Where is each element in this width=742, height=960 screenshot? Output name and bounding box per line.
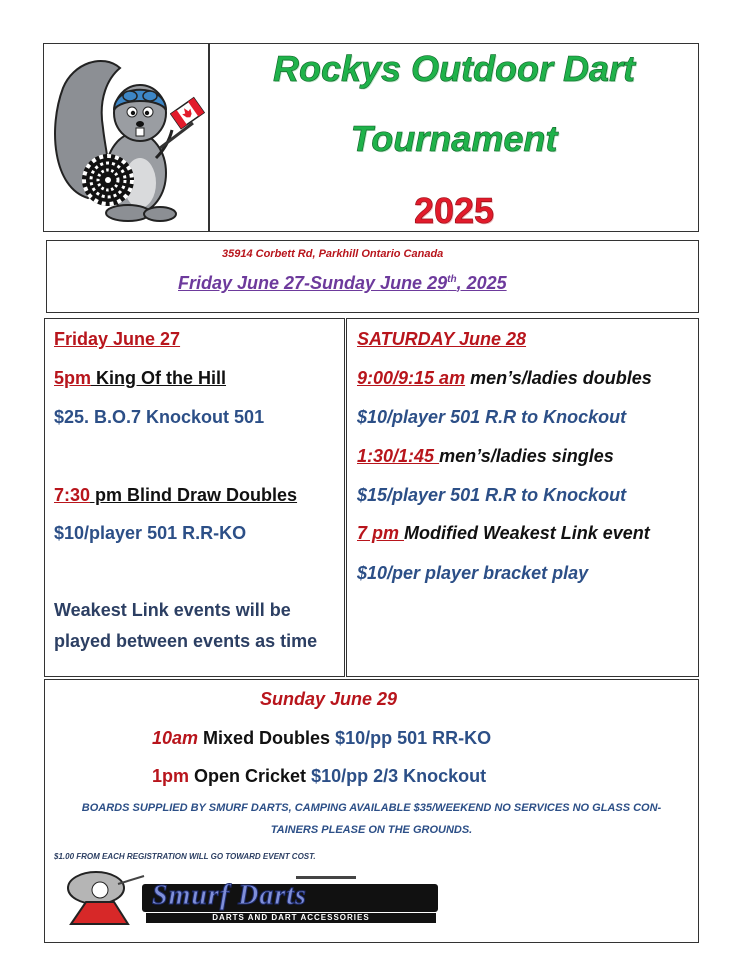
friday-e1-detail: $25. B.O.7 Knockout 501 <box>54 407 265 427</box>
notice-line2: TAINERS PLEASE ON THE GROUNDS. <box>270 824 473 836</box>
friday-e2-name: pm Blind Draw Doubles <box>90 485 298 505</box>
sunday-e2-time: 1pm <box>152 766 190 786</box>
canada-flag-icon <box>170 96 206 132</box>
notice-line1: BOARDS SUPPLIED BY SMURF DARTS, CAMPING AVAILABLE $35/WEEKEND NO SERVICES NO GLASS CON- <box>81 802 662 814</box>
saturday-event-3 <box>357 523 650 544</box>
smurf-mascot-icon <box>56 866 146 926</box>
sunday-event-2 <box>152 766 486 787</box>
saturday-e2-detail: $15/player 501 R.R to Knockout <box>357 485 627 505</box>
title-line2: Tournament <box>350 118 558 159</box>
smurf-logo-name: Smurf Darts <box>152 880 307 911</box>
friday-event-1 <box>54 368 226 389</box>
smurf-logo-tagline: DARTS AND DART ACCESSORIES <box>146 913 436 923</box>
saturday-e3-name: Modified Weakest Link event <box>404 523 650 543</box>
dart-icon <box>296 876 356 879</box>
saturday-event-2 <box>357 446 614 467</box>
saturday-heading: SATURDAY June 28 <box>357 329 527 349</box>
address-text: 35914 Corbett Rd, Parkhill Ontario Canada <box>222 248 444 260</box>
event-dates-end: , 2025 <box>456 273 507 293</box>
saturday-event-1 <box>357 368 652 389</box>
friday-e1-name: King Of the Hill <box>91 368 227 388</box>
event-dates <box>178 273 507 294</box>
saturday-e2-name: men’s/ladies singles <box>439 446 614 466</box>
sunday-event-1 <box>152 728 491 749</box>
friday-event-2 <box>54 485 297 506</box>
saturday-e1-name: men’s/ladies doubles <box>465 368 652 388</box>
title-year: 2025 <box>413 190 495 231</box>
saturday-e1-time: 9:00/9:15 am <box>357 368 466 388</box>
friday-note-line2: played between events as time <box>54 631 318 651</box>
event-dates-sup: th <box>447 274 457 285</box>
sunday-e2-name: Open Cricket <box>189 766 312 786</box>
registration-note: $1.00 FROM EACH REGISTRATION WILL GO TOWARD EVENT COST. <box>54 852 316 861</box>
event-dates-main: Friday June 27-Sunday June 29 <box>178 273 448 293</box>
friday-e2-detail: $10/player 501 R.R-KO <box>54 523 247 543</box>
saturday-e1-detail: $10/player 501 R.R to Knockout <box>357 407 627 427</box>
smurf-darts-logo <box>56 866 440 926</box>
saturday-e3-time: 7 pm <box>357 523 405 543</box>
friday-heading: Friday June 27 <box>54 329 181 349</box>
sunday-e2-detail: $10/pp 2/3 Knockout <box>311 766 487 786</box>
sunday-e1-time: 10am <box>152 728 199 748</box>
sunday-e1-detail: $10/pp 501 RR-KO <box>335 728 492 748</box>
squirrel-with-dartboard-icon <box>48 48 204 226</box>
sunday-e1-name: Mixed Doubles <box>198 728 336 748</box>
sunday-heading: Sunday June 29 <box>260 689 398 709</box>
friday-e2-time: 7:30 <box>54 485 91 505</box>
saturday-e3-detail: $10/per player bracket play <box>357 563 589 583</box>
friday-e1-time: 5pm <box>54 368 92 388</box>
saturday-e2-time: 1:30/1:45 <box>357 446 440 466</box>
title-line1: Rockys Outdoor Dart <box>272 48 636 89</box>
friday-note-line1: Weakest Link events will be <box>54 600 291 620</box>
